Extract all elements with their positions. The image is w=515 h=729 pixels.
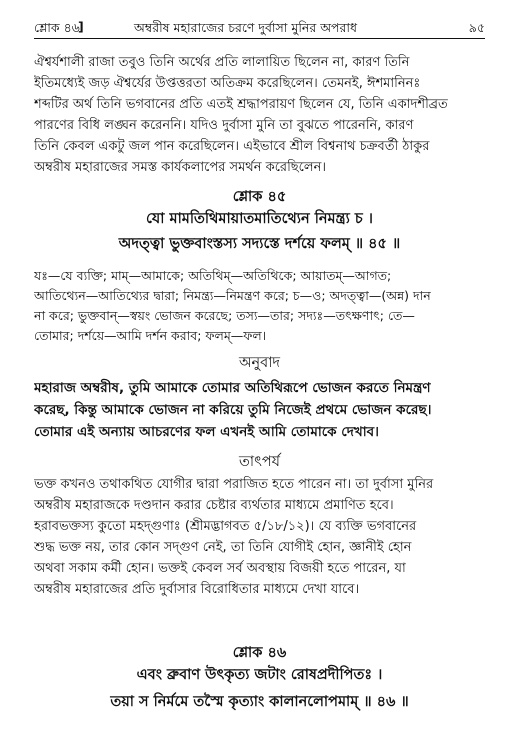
purport-line: অথবা সকাম কর্মী হোন। ভক্তই কেবল সর্ব অবস্থায় বিজয়ী হতে পারেন, যা (34, 561, 406, 576)
purport-line: শুদ্ধ ভক্ত নয়, তার কোন সদ্গুণ নেই, তা তিনি যোগীই হোন, জ্ঞানীই হোন (34, 540, 412, 555)
translation-line: তোমার এই অন্যায় আচরণের ফল এখনই আমি তোমাকে দেখাব। (34, 424, 379, 440)
intro-line: শব্দটির অর্থ তিনি ভগবানের প্রতি এতই শ্রদ্ধাপরায়ণ ছিলেন যে, তিনি একাদশীব্রত (34, 97, 448, 112)
verse-45-heading: শ্লোক ৪৫ (232, 189, 287, 205)
intro-line: ঐশ্বর্যশালী রাজা তবুও তিনি অর্থের প্রতি লালায়িত ছিলেন না, কারণ তিনি (34, 55, 410, 70)
page-number: ৯৫ (468, 20, 485, 35)
intro-line: পারণের বিধি লঙ্ঘন করেননি। যদিও দুর্বাসা মুনি তা বুঝতে পারেননি, কারণ (34, 118, 414, 133)
intro-paragraph (34, 52, 485, 178)
verse-45-sanskrit-line: যো মামতিথিমায়াতমাতিথ্যেন নিমন্ত্র্য চ । (146, 211, 373, 227)
verse-46-sanskrit-line: এবং ব্রুবাণ উৎকৃত্য জটাং রোষপ্রদীপিতঃ । (136, 667, 383, 683)
verse-45-synonyms (34, 266, 485, 346)
verse-46-heading: শ্লোক ৪৬ (232, 645, 287, 661)
verse-45-translation (34, 377, 485, 443)
purport-heading: তাৎপর্য (238, 454, 281, 470)
purport-line: অম্বরীষ মহারাজকে দণ্ডদান করার চেষ্টার ব্যর্থতার মাধ্যমে প্রমাণিত হবে। (34, 498, 394, 513)
translation-heading: অনুবাদ (238, 355, 281, 371)
verse-45-sanskrit-line: অদত্ত্বা ভুক্তবাংস্তস্য সদ্যস্তে দর্শয়ে ফলম্ ॥ ৪৫ ॥ (118, 236, 401, 252)
synonym-line: আতিথ্যেন—আতিথ্যের দ্বারা; নিমন্ত্র্য—নিমন্ত্রণ করে; চ—ও; অদত্ত্বা—(অন্ন) দান (34, 288, 431, 303)
running-head-verse: শ্লোক ৪৬ (34, 20, 80, 35)
running-head-bracket: ] (78, 19, 84, 34)
purport-line: ভক্ত কখনও তথাকথিত যোগীর দ্বারা পরাজিত হতে পারেন না। তা দুর্বাসা মুনির (34, 477, 434, 492)
verse-46-sanskrit-line: তয়া স নির্মমে তস্মৈ কৃত্যাং কালানলোপমাম্ ॥ ৪৬ ॥ (110, 694, 409, 710)
verse-45-purport (34, 474, 485, 600)
synonym-line: না করে; ভুক্তবান্—স্বয়ং ভোজন করেছে; তস্য—তার; সদ্যঃ—তৎক্ষণাৎ; তে— (34, 308, 415, 323)
translation-line: মহারাজ অম্বরীষ, তুমি আমাকে তোমার অতিথিরূপে ভোজন করতে নিমন্ত্রণ (34, 380, 431, 396)
intro-line: ইতিমধ্যেই জড় ঐশ্বর্যের উপ্তত্তরতা অতিক্রম করেছিলেন। তেমনই, ঈশমানিনঃ (34, 76, 421, 91)
purport-line: অম্বরীষ মহারাজের প্রতি দুর্বাসার বিরোধিতার মাধ্যমে দেখা যাবে। (34, 582, 360, 597)
running-head (34, 18, 485, 39)
intro-line: তিনি কেবল একটু জল পান করেছিলেন। এইভাবে শ্রীল বিশ্বনাথ চক্রবর্তী ঠাকুর (34, 139, 430, 154)
synonym-line: তোমার; দর্শয়ে—আমি দর্শন করাব; ফলম্—ফল। (34, 328, 267, 343)
running-head-title: অম্বরীষ মহারাজের চরণে দুর্বাসা মুনির অপরাধ (134, 20, 358, 35)
purport-line: হরাবভক্তস্য কুতো মহদ্গুণাঃ (শ্রীমদ্ভাগবত ৫/১৮/১২)। যে ব্যক্তি ভগবানের (34, 519, 417, 534)
translation-line: করেছ, কিন্তু আমাকে ভোজন না করিয়ে তুমি নিজেই প্রথমে ভোজন করেছ। (34, 402, 432, 418)
intro-line: অম্বরীষ মহারাজের সমস্ত কার্যকলাপের সমর্থন করেছিলেন। (34, 160, 326, 175)
synonym-line: যঃ—যে ব্যক্তি; মাম্—আমাকে; অতিথিম্—অতিথিকে; আয়াতম্—আগত; (34, 268, 392, 283)
